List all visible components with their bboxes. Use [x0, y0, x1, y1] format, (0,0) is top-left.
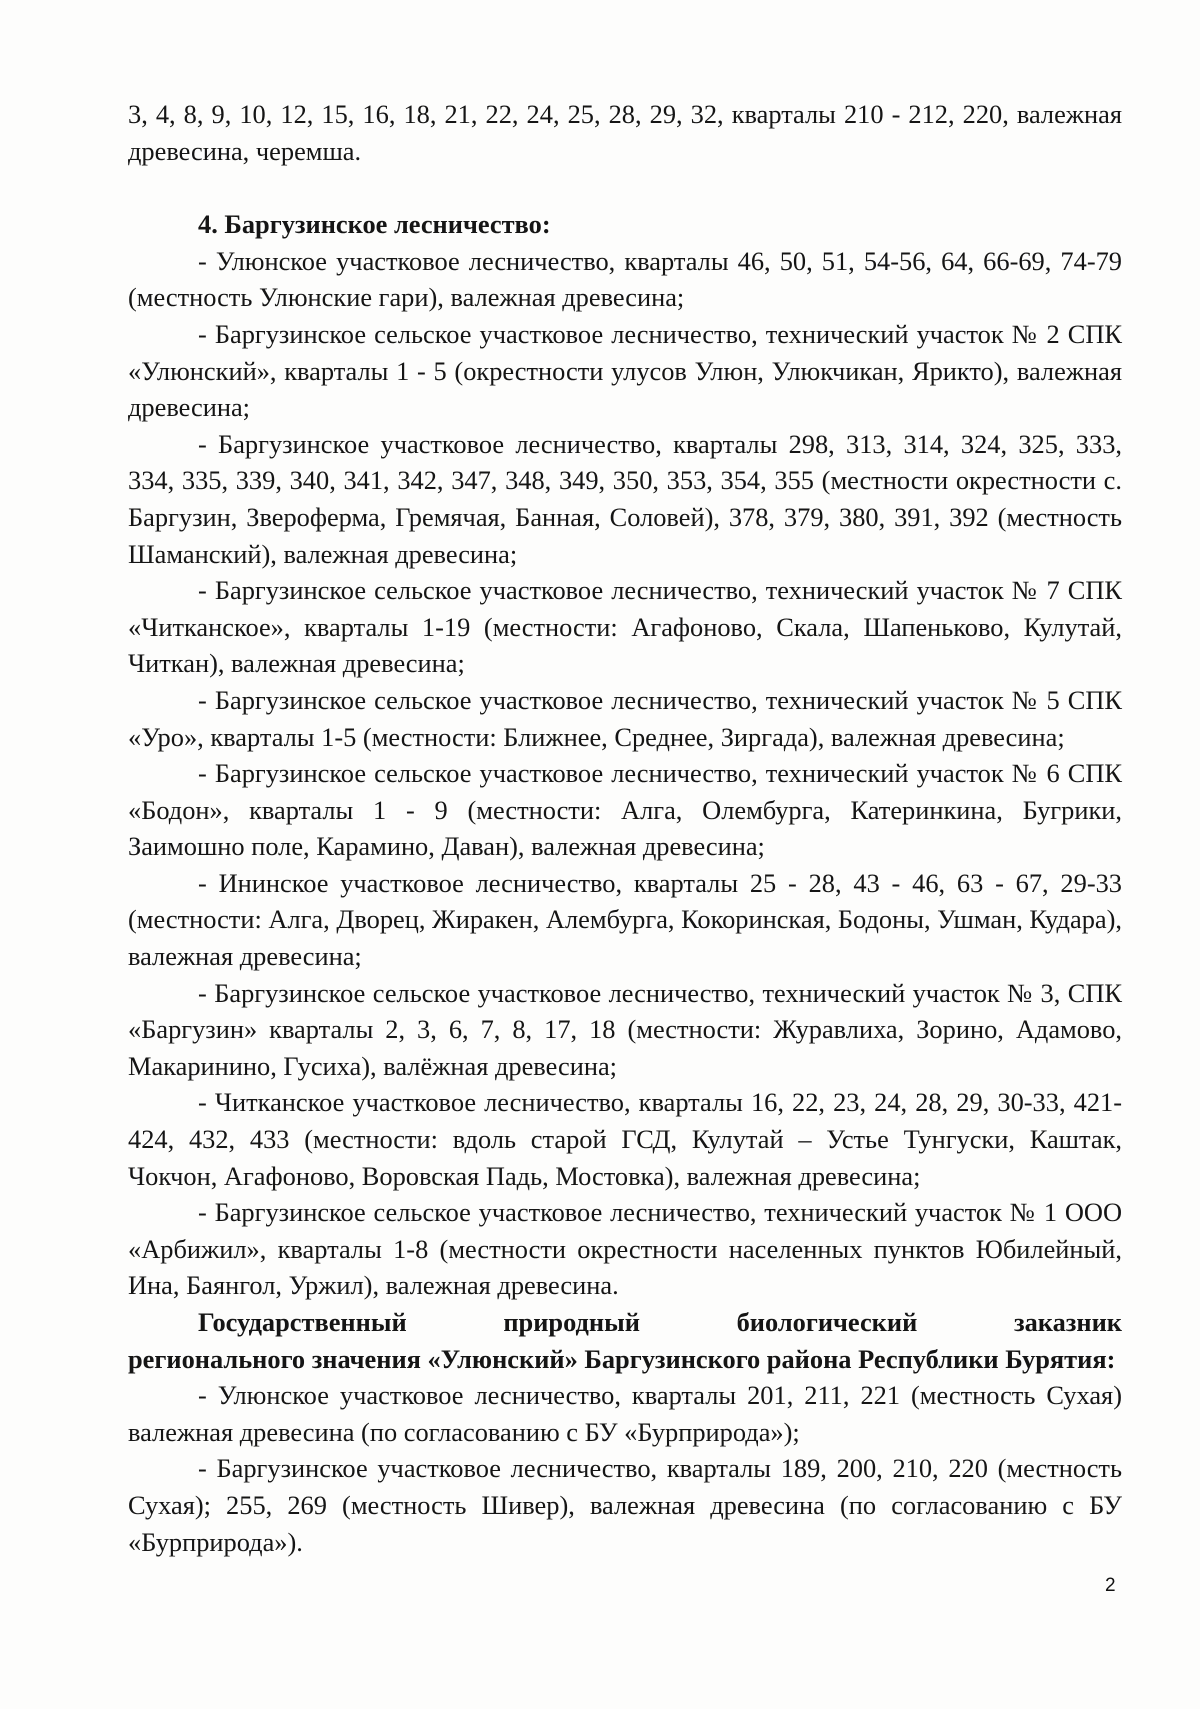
list-item: - Улюнское участковое лесничество, кварталы 46, 50, 51, 54-56, 64, 66-69, 74-79 (местность Улюнские гари), валежная древесина; [128, 245, 1122, 313]
page-number: 2 [1105, 1575, 1116, 1596]
reserve-list-item: - Баргузинское участковое лесничество, кварталы 189, 200, 210, 220 (местность Сухая); 255, 269 (местность Шивер), валежная древесина (по согласованию с БУ «Бурприрода»). [128, 1453, 1122, 1557]
list-item: - Баргузинское сельское участковое лесничество, технический участок № 3, СПК «Баргузин» кварталы 2, 3, 6, 7, 8, 17, 18 (местности: Журавлиха, Зорино, Адамово, Макаринино, Гусиха), валёжная древесина; [128, 977, 1122, 1081]
list-item: - Баргузинское сельское участковое лесничество, технический участок № 6 СПК «Бодон», кварталы 1 - 9 (местности: Алга, Олембурга, Катеринкина, Бугрики, Заимошно поле, Карамино, Даван), валежная древесина; [128, 758, 1122, 862]
reserve-heading [128, 1304, 1122, 1377]
reserve-heading-line1: Государственный природный биологический заказник [198, 1307, 1122, 1337]
list-item: - Ининское участковое лесничество, кварталы 25 - 28, 43 - 46, 63 - 67, 29-33 (местности: Алга, Дворец, Жиракен, Алембурга, Кокоринская, Бодоны, Ушман, Кудара), валежная древесина; [128, 867, 1122, 972]
reserve-list-item: - Улюнское участковое лесничество, кварталы 201, 211, 221 (местность Сухая) валежная древесина (по согласованию с БУ «Бурприрода»); [128, 1380, 1122, 1447]
list-item: - Баргузинское сельское участковое лесничество, технический участок № 2 СПК «Улюнский», кварталы 1 - 5 (окрестности улусов Улюн, Улюкчикан, Ярикто), валежная древесина; [128, 318, 1122, 423]
reserve-heading-rest: регионального значения «Улюнский» Баргузинского района Республики Бурятия: [128, 1343, 1116, 1374]
continuation-paragraph: 3, 4, 8, 9, 10, 12, 15, 16, 18, 21, 22, 24, 25, 28, 29, 32, кварталы 210 - 212, 220, валежная древесина, черемша. [128, 99, 1122, 166]
document-body [128, 96, 1122, 1560]
list-item: - Баргузинское сельское участковое лесничество, технический участок № 5 СПК «Уро», кварталы 1-5 (местности: Ближнее, Среднее, Зиргада), валежная древесина; [128, 684, 1122, 752]
section-heading: 4. Баргузинское лесничество: [198, 209, 551, 240]
list-item: - Читканское участковое лесничество, кварталы 16, 22, 23, 24, 28, 29, 30-33, 421-424, 432, 433 (местности: вдоль старой ГСД, Кулутай – Устье Тунгуски, Каштак, Чокчон, Агафоново, Воровская Падь, Мостовка), валежная древесина; [128, 1087, 1122, 1191]
list-item: - Баргузинское участковое лесничество, кварталы 298, 313, 314, 324, 325, 333, 334, 335, 339, 340, 341, 342, 347, 348, 349, 350, 353, 354, 355 (местности окрестности с. Баргузин, Звероферма, Гремячая, Банная, Соловей), 378, 379, 380, 391, 392 (местность Шаманский), валежная древесина; [128, 428, 1122, 569]
list-item: - Баргузинское сельское участковое лесничество, технический участок № 1 ООО «Арбижил», кварталы 1-8 (местности окрестности населенных пунктов Юбилейный, Ина, Баянгол, Уржил), валежная древесина. [128, 1197, 1122, 1301]
list-item: - Баргузинское сельское участковое лесничество, технический участок № 7 СПК «Читканское», кварталы 1-19 (местности: Агафоново, Скала, Шапеньково, Кулутай, Читкан), валежная древесина; [128, 575, 1122, 679]
